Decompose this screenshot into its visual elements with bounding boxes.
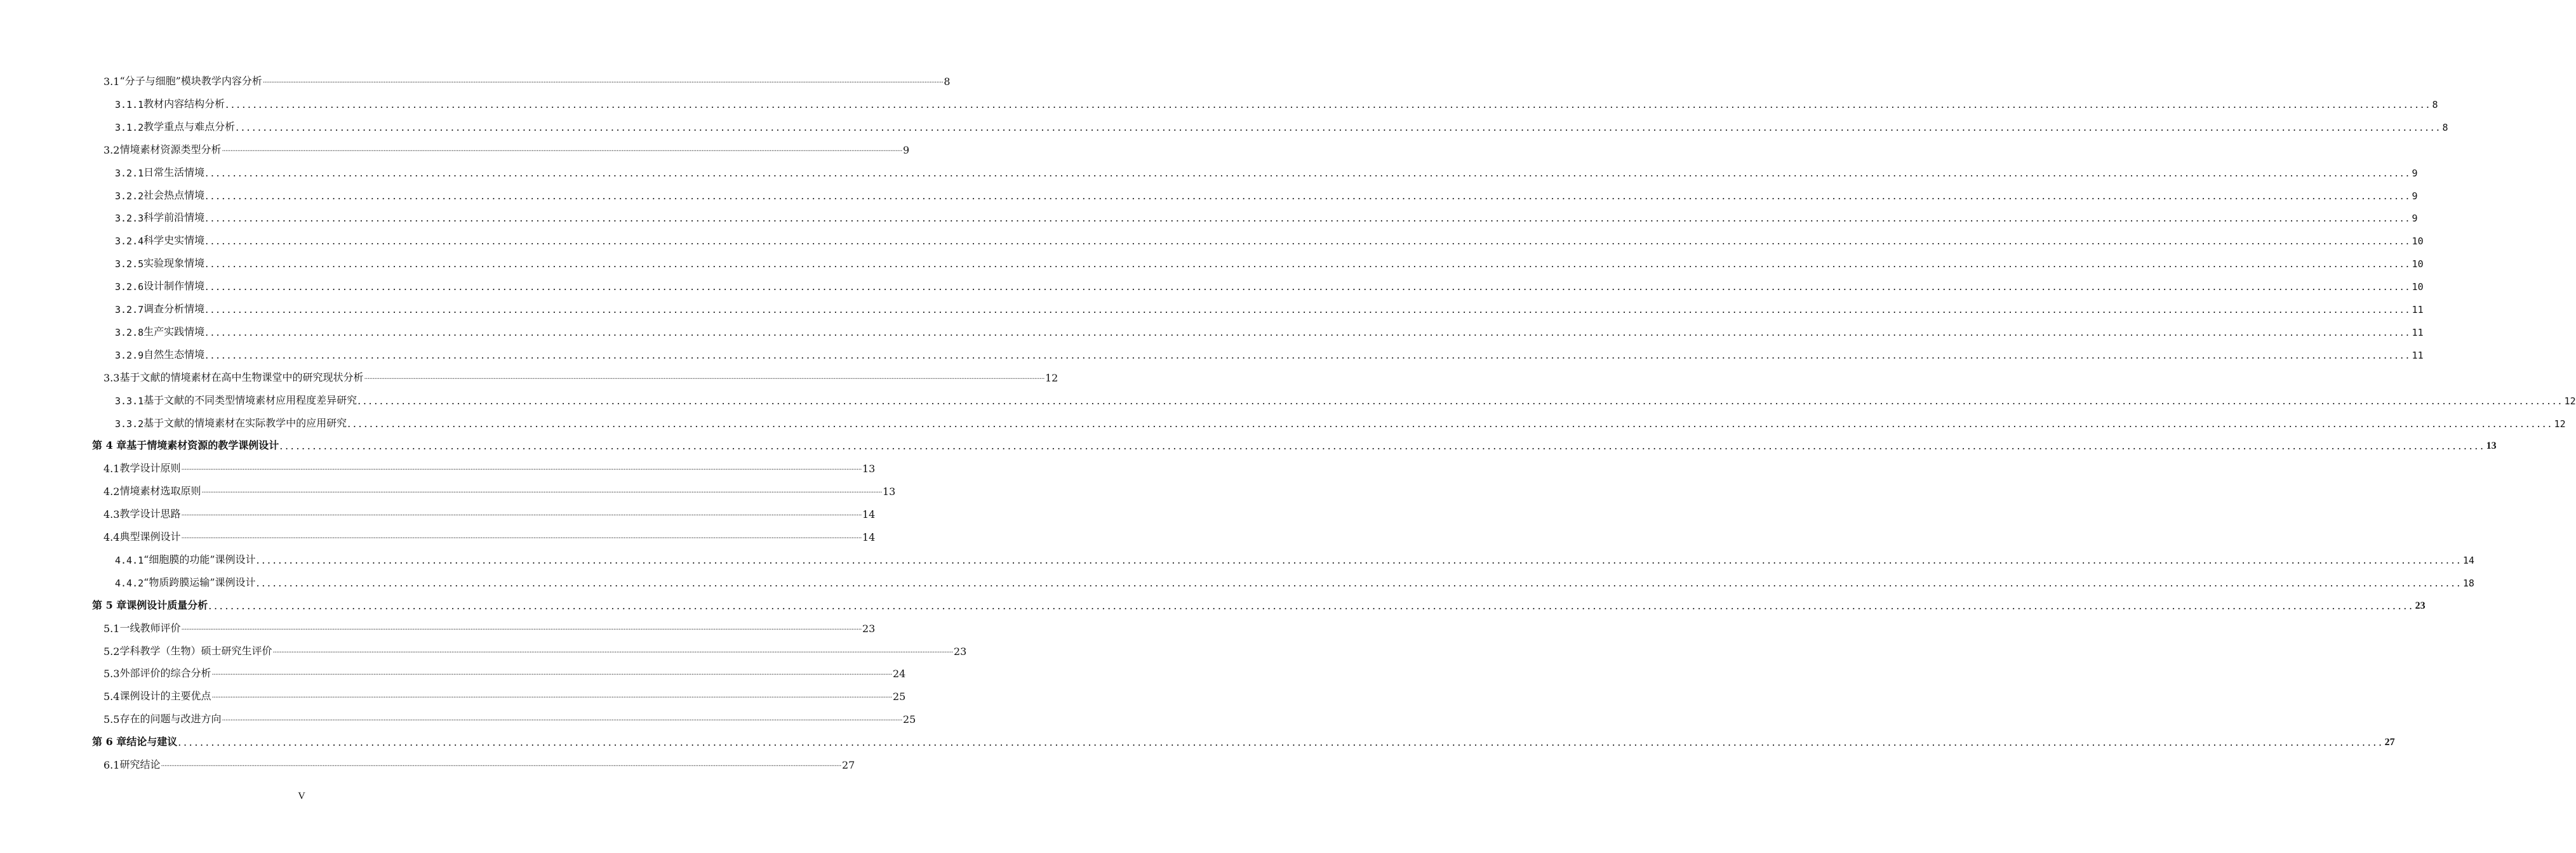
toc-entry[interactable] xyxy=(92,595,2426,612)
toc-entry-title: 存在的问题与改进方向 xyxy=(119,713,222,725)
toc-entry[interactable] xyxy=(103,527,876,543)
toc-leader-dots: ................................................................................................................................................................................................................................................................................................................................................................................................................ xyxy=(208,599,2415,612)
page-number: V xyxy=(298,791,305,802)
toc-entry[interactable] xyxy=(115,550,2474,566)
toc-entry-number: 3.2.4 xyxy=(115,235,144,248)
toc-entry-number: 6.1 xyxy=(103,759,120,771)
toc-leader-dots: ................................................................................................................................................................................................................................................................................................................................................................................................................ xyxy=(181,510,862,518)
toc-entry-number: 4.4 xyxy=(103,531,120,543)
toc-entry-number: 4.1 xyxy=(103,463,120,475)
toc-leader-dots: ................................................................................................................................................................................................................................................................................................................................................................................................................ xyxy=(205,189,2412,202)
toc-entry-number: 3.2.7 xyxy=(115,304,144,315)
toc-entry-title: 情境素材资源类型分析 xyxy=(119,143,222,155)
toc-entry-number: 3.3.1 xyxy=(115,395,144,407)
toc-entry-page: 10 xyxy=(2412,235,2424,248)
toc-leader-dots: ................................................................................................................................................................................................................................................................................................................................................................................................................ xyxy=(272,647,953,654)
toc-entry[interactable] xyxy=(103,755,855,771)
toc-entry-page: 8 xyxy=(2432,98,2438,110)
toc-entry[interactable] xyxy=(115,117,2448,133)
toc-entry-number: 3.3.2 xyxy=(115,418,144,430)
toc-entry-number: 3.1 xyxy=(103,76,120,88)
toc-entry-title: 教学设计思路 xyxy=(119,508,181,520)
toc-entry-title: 调查分析情境 xyxy=(143,303,205,315)
toc-entry-page: 13 xyxy=(862,463,876,475)
toc-entry-title: 一线教师评价 xyxy=(119,621,181,634)
toc-entry-page: 9 xyxy=(2412,213,2418,225)
toc-entry[interactable] xyxy=(115,253,2424,270)
toc-entry-title: 情境素材选取原则 xyxy=(119,485,201,498)
toc-leader-dots: ................................................................................................................................................................................................................................................................................................................................................................................................................ xyxy=(262,77,944,84)
toc-entry-title: 典型课例设计 xyxy=(119,531,181,543)
toc-leader-dots: ................................................................................................................................................................................................................................................................................................................................................................................................................ xyxy=(205,166,2412,179)
toc-entry[interactable] xyxy=(115,276,2424,293)
toc-entry-title: 结论与建议 xyxy=(126,736,178,748)
toc-entry[interactable] xyxy=(92,435,2497,453)
toc-entry-title: 外部评价的综合分析 xyxy=(119,667,211,680)
toc-entry-number: 5.4 xyxy=(103,691,120,703)
toc-entry[interactable] xyxy=(115,322,2424,338)
toc-leader-dots: ................................................................................................................................................................................................................................................................................................................................................................................................................ xyxy=(201,487,882,495)
toc-entry-title: 基于文献的情境素材在高中生物课堂中的研究现状分析 xyxy=(119,371,364,383)
toc-leader-dots: ................................................................................................................................................................................................................................................................................................................................................................................................................ xyxy=(205,258,2412,270)
toc-entry-number: 第 5 章 xyxy=(92,598,127,611)
toc-entry[interactable] xyxy=(115,230,2424,248)
toc-entry-title: 日常生活情境 xyxy=(143,166,205,178)
toc-leader-dots: ................................................................................................................................................................................................................................................................................................................................................................................................................ xyxy=(205,348,2412,361)
toc-entry-page: 14 xyxy=(862,531,876,543)
toc-entry-number: 3.2 xyxy=(103,143,120,156)
toc-entry[interactable] xyxy=(115,208,2418,225)
toc-entry-title: 设计制作情境 xyxy=(143,280,205,293)
toc-leader-dots: ................................................................................................................................................................................................................................................................................................................................................................................................................ xyxy=(256,576,2462,589)
toc-leader-dots: ................................................................................................................................................................................................................................................................................................................................................................................................................ xyxy=(236,121,2442,133)
toc-entry-number: 4.4.2 xyxy=(115,577,144,589)
toc-entry-page: 27 xyxy=(841,759,855,771)
toc-entry-page: 9 xyxy=(902,143,910,156)
toc-entry-number: 3.2.6 xyxy=(115,281,144,293)
toc-entry-page: 10 xyxy=(2412,258,2424,270)
toc-entry-page: 25 xyxy=(892,691,906,703)
toc-entry-number: 3.2.1 xyxy=(115,167,144,179)
toc-entry[interactable] xyxy=(103,686,906,703)
toc-entry-page: 24 xyxy=(892,668,906,680)
toc-entry-page: 14 xyxy=(862,508,876,521)
toc-leader-dots: ................................................................................................................................................................................................................................................................................................................................................................................................................ xyxy=(205,212,2412,225)
toc-entry-number: 3.2.5 xyxy=(115,258,144,270)
toc-entry-number: 4.4.1 xyxy=(115,554,144,566)
toc-entry-title: “细胞膜的功能”课例设计 xyxy=(143,553,256,565)
toc-entry[interactable] xyxy=(115,390,2576,407)
toc-entry-number: 3.2.9 xyxy=(115,349,144,361)
toc-entry-page: 12 xyxy=(2564,395,2576,407)
toc-entry[interactable] xyxy=(103,71,951,88)
toc-entry-number: 5.2 xyxy=(103,645,120,658)
toc-entry-page: 18 xyxy=(2462,577,2474,589)
toc-leader-dots: ................................................................................................................................................................................................................................................................................................................................................................................................................ xyxy=(205,303,2412,315)
toc-entry[interactable] xyxy=(103,709,916,726)
toc-entry-title: 科学前沿情境 xyxy=(143,211,205,224)
toc-entry-number: 3.1.1 xyxy=(115,98,144,110)
toc-entry-title: 社会热点情境 xyxy=(143,188,205,201)
toc-leader-dots: ................................................................................................................................................................................................................................................................................................................................................................................................................ xyxy=(205,326,2412,338)
toc-leader-dots: ................................................................................................................................................................................................................................................................................................................................................................................................................ xyxy=(222,715,902,723)
toc-entry-number: 3.2.3 xyxy=(115,213,144,225)
toc-entry-title: 学科教学（生物）硕士研究生评价 xyxy=(119,644,272,657)
toc-entry[interactable] xyxy=(103,641,967,658)
toc-entry-number: 3.3 xyxy=(103,371,120,384)
toc-leader-dots: ................................................................................................................................................................................................................................................................................................................................................................................................................ xyxy=(256,553,2462,566)
toc-entry-number: 第 6 章 xyxy=(92,736,127,748)
toc-entry-page: 23 xyxy=(953,645,967,658)
toc-entry-page: 13 xyxy=(882,486,896,498)
toc-entry[interactable] xyxy=(103,663,906,680)
toc-leader-dots: ................................................................................................................................................................................................................................................................................................................................................................................................................ xyxy=(181,624,862,631)
toc-entry-number: 3.2.2 xyxy=(115,190,144,202)
toc-entry-title: 基于文献的不同类型情境素材应用程度差异研究 xyxy=(143,393,357,406)
toc-entry[interactable] xyxy=(103,458,876,475)
toc-leader-dots: ................................................................................................................................................................................................................................................................................................................................................................................................................ xyxy=(205,235,2412,248)
toc-entry-title: 课例设计质量分析 xyxy=(126,598,208,611)
toc-entry-title: “物质跨膜运输”课例设计 xyxy=(143,576,256,588)
toc-entry-title: 课例设计的主要优点 xyxy=(119,690,211,703)
toc-entry-title: 教学重点与难点分析 xyxy=(143,120,236,133)
toc-entry-page: 12 xyxy=(2554,418,2566,430)
toc-entry-page: 13 xyxy=(2486,440,2497,452)
toc-entry-page: 9 xyxy=(2412,190,2418,202)
toc-leader-dots: ................................................................................................................................................................................................................................................................................................................................................................................................................ xyxy=(211,670,892,677)
toc-entry-title: 基于文献的情境素材在实际教学中的应用研究 xyxy=(143,416,347,429)
toc-entry-page: 11 xyxy=(2412,326,2424,338)
toc-entry-page: 8 xyxy=(944,76,951,88)
toc-entry[interactable] xyxy=(115,185,2418,202)
toc-entry-number: 5.5 xyxy=(103,713,120,726)
toc-entry-title: 教材内容结构分析 xyxy=(143,97,225,110)
toc-leader-dots: ................................................................................................................................................................................................................................................................................................................................................................................................................ xyxy=(222,145,902,153)
toc-entry-page: 11 xyxy=(2412,304,2424,315)
toc-entry-number: 5.3 xyxy=(103,668,120,680)
toc-entry-page: 23 xyxy=(862,622,876,635)
toc-entry[interactable] xyxy=(115,413,2566,430)
toc-entry-number: 3.2.8 xyxy=(115,326,144,338)
toc-entry-title: 生产实践情境 xyxy=(143,325,205,338)
toc-entry-title: “分子与细胞”模块教学内容分析 xyxy=(119,75,262,87)
toc-entry-title: 教学设计原则 xyxy=(119,462,181,475)
toc-entry-title: 实验现象情境 xyxy=(143,257,205,270)
toc-entry-number: 3.1.2 xyxy=(115,121,144,133)
toc-entry-number: 4.3 xyxy=(103,508,120,521)
toc-leader-dots: ................................................................................................................................................................................................................................................................................................................................................................................................................ xyxy=(357,394,2564,407)
toc-entry[interactable] xyxy=(103,140,910,156)
toc-entry-page: 12 xyxy=(1044,371,1058,384)
toc-entry-title: 科学史实情境 xyxy=(143,234,205,247)
toc-entry[interactable] xyxy=(115,162,2418,179)
toc-entry[interactable] xyxy=(115,345,2424,361)
toc-entry[interactable] xyxy=(103,618,876,635)
toc-entry[interactable] xyxy=(103,481,896,498)
toc-entry-title: 研究结论 xyxy=(119,758,161,770)
toc-leader-dots: ................................................................................................................................................................................................................................................................................................................................................................................................................ xyxy=(225,98,2432,110)
toc-leader-dots: ................................................................................................................................................................................................................................................................................................................................................................................................................ xyxy=(205,281,2412,293)
toc-leader-dots: ................................................................................................................................................................................................................................................................................................................................................................................................................ xyxy=(178,736,2384,749)
toc-leader-dots: ................................................................................................................................................................................................................................................................................................................................................................................................................ xyxy=(347,417,2554,430)
toc-entry-page: 8 xyxy=(2442,121,2448,133)
toc-entry[interactable] xyxy=(115,94,2438,110)
toc-entry-page: 27 xyxy=(2384,737,2395,748)
toc-entry-page: 10 xyxy=(2412,281,2424,293)
toc-leader-dots: ................................................................................................................................................................................................................................................................................................................................................................................................................ xyxy=(364,373,1044,381)
toc-entry-title: 基于情境素材资源的教学课例设计 xyxy=(126,439,279,452)
toc-leader-dots: ................................................................................................................................................................................................................................................................................................................................................................................................................ xyxy=(181,533,862,540)
toc-entry-page: 14 xyxy=(2462,554,2474,566)
toc-entry-page: 23 xyxy=(2415,600,2426,611)
toc-leader-dots: ................................................................................................................................................................................................................................................................................................................................................................................................................ xyxy=(211,692,892,700)
toc-entry-title: 自然生态情境 xyxy=(143,348,205,360)
toc-entry-number: 5.1 xyxy=(103,622,120,635)
toc-entry[interactable] xyxy=(115,572,2474,589)
toc-leader-dots: ................................................................................................................................................................................................................................................................................................................................................................................................................ xyxy=(181,465,862,472)
toc-entry-number: 第 4 章 xyxy=(92,439,127,452)
toc-entry[interactable] xyxy=(92,732,2395,749)
toc-entry-page: 25 xyxy=(902,713,916,726)
toc-leader-dots: ................................................................................................................................................................................................................................................................................................................................................................................................................ xyxy=(161,761,841,768)
toc-entry[interactable] xyxy=(103,504,876,521)
toc-entry-number: 4.2 xyxy=(103,486,120,498)
toc-entry-page: 9 xyxy=(2412,167,2418,179)
toc-entry[interactable] xyxy=(103,367,1058,384)
toc-entry[interactable] xyxy=(115,299,2424,315)
toc-leader-dots: ................................................................................................................................................................................................................................................................................................................................................................................................................ xyxy=(279,440,2486,453)
toc-entry-page: 11 xyxy=(2412,349,2424,361)
